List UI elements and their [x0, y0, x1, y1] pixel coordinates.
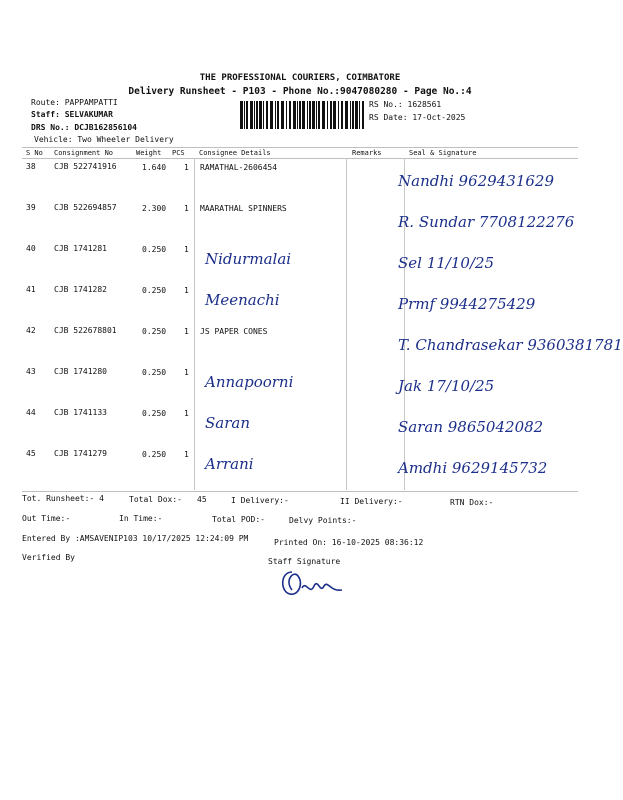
barcode-bar	[350, 101, 351, 129]
row-seal-signature: Jak 17/10/25	[398, 377, 495, 395]
rs-date: RS Date: 17-Oct-2025	[369, 113, 466, 122]
barcode-bar	[270, 101, 273, 129]
barcode-bar	[250, 101, 253, 129]
row-seal-signature: Nandhi 9629431629	[398, 172, 554, 190]
row-pcs: 1	[184, 409, 189, 418]
row-weight: 0.250	[142, 286, 167, 295]
in-time: In Time:-	[119, 514, 163, 523]
row-consignee-handwritten: Annapoorni	[205, 373, 294, 391]
row-weight: 0.250	[142, 245, 167, 254]
staff-label: Staff: SELVAKUMAR	[31, 110, 113, 119]
row-seal-signature: Prmf 9944275429	[398, 295, 536, 313]
row-consignment-no: CJB 1741281	[54, 244, 107, 253]
rtn-dox: RTN Dox:-	[450, 498, 494, 507]
row-pcs: 1	[184, 204, 189, 213]
total-pod: Total POD:-	[212, 515, 265, 524]
total-runsheet: Tot. Runsheet:- 4	[22, 494, 104, 503]
row-seal-signature: R. Sundar 7708122276	[398, 213, 575, 231]
row-pcs: 1	[184, 327, 189, 336]
delvy-points: Delvy Points:-	[289, 516, 357, 525]
barcode-bar	[286, 101, 287, 129]
barcode-bar	[293, 101, 296, 129]
barcode-bar	[338, 101, 339, 129]
col-remarks: Remarks	[352, 149, 382, 157]
barcode-bar	[322, 101, 325, 129]
row-sno: 40	[26, 244, 36, 253]
row-consignment-no: CJB 522678801	[54, 326, 117, 335]
divider-consignee	[194, 158, 195, 490]
i-delivery: I Delivery:-	[231, 496, 289, 505]
staff-signature-label: Staff Signature	[268, 557, 341, 566]
barcode-bar	[316, 101, 317, 129]
barcode-bar	[302, 101, 305, 129]
barcode-bar	[246, 101, 248, 129]
divider-seal	[404, 158, 405, 490]
row-sno: 45	[26, 449, 36, 458]
barcode-bar	[244, 101, 245, 129]
header-rule-bottom	[22, 158, 578, 159]
barcode-bar	[359, 101, 360, 129]
row-sno: 41	[26, 285, 36, 294]
col-seal-signature: Seal & Signature	[409, 149, 477, 157]
row-consignee: RAMATHAL-2606454	[200, 163, 278, 172]
row-pcs: 1	[184, 368, 189, 377]
printed-on: Printed On: 16-10-2025 08:36:12	[274, 538, 424, 547]
row-weight: 2.300	[142, 204, 167, 213]
total-dox-label: Total Dox:-	[129, 495, 182, 504]
row-consignment-no: CJB 1741133	[54, 408, 107, 417]
barcode-bar	[341, 101, 343, 129]
row-consignee-handwritten: Meenachi	[205, 291, 280, 309]
row-consignee-handwritten: Arrani	[205, 455, 254, 473]
row-sno: 44	[26, 408, 36, 417]
col-sno: S No	[26, 149, 43, 157]
row-pcs: 1	[184, 245, 189, 254]
row-consignment-no: CJB 522694857	[54, 203, 117, 212]
barcode-bar	[309, 101, 311, 129]
total-dox-value: 45	[197, 495, 207, 504]
barcode-bar	[297, 101, 298, 129]
row-weight: 0.250	[142, 450, 167, 459]
rs-number: RS No.: 1628561	[369, 100, 442, 109]
row-pcs: 1	[184, 163, 189, 172]
row-pcs: 1	[184, 286, 189, 295]
row-consignee: MAARATHAL SPINNERS	[200, 204, 287, 213]
entered-by: Entered By :AMSAVENIP103 10/17/2025 12:24:09 PM	[22, 534, 249, 543]
row-consignment-no: CJB 1741280	[54, 367, 107, 376]
barcode-bar	[362, 101, 364, 129]
barcode-bar	[318, 101, 320, 129]
barcode-bar	[254, 101, 255, 129]
row-sno: 43	[26, 367, 36, 376]
barcode-bar	[289, 101, 291, 129]
row-weight: 0.250	[142, 368, 167, 377]
barcode-bar	[355, 101, 358, 129]
verified-by: Verified By	[22, 553, 75, 562]
barcode-bar	[256, 101, 258, 129]
row-consignee: JS PAPER CONES	[200, 327, 268, 336]
row-weight: 1.640	[142, 163, 167, 172]
row-weight: 0.250	[142, 327, 167, 336]
ii-delivery: II Delivery:-	[340, 497, 403, 506]
row-seal-signature: T. Chandrasekar 9360381781	[398, 336, 623, 354]
barcode-bar	[299, 101, 301, 129]
barcode-bar	[345, 101, 348, 129]
barcode-bar	[333, 101, 336, 129]
header-rule-top	[22, 147, 578, 148]
barcode-bar	[275, 101, 276, 129]
row-seal-signature: Amdhi 9629145732	[398, 459, 548, 477]
barcode-bar	[352, 101, 354, 129]
barcode-bar	[266, 101, 268, 129]
row-seal-signature: Sel 11/10/25	[398, 254, 495, 272]
company-title: THE PROFESSIONAL COURIERS, COIMBATORE	[199, 73, 401, 83]
row-sno: 42	[26, 326, 36, 335]
route-label: Route: PAPPAMPATTI	[31, 98, 118, 107]
col-pcs: PCS	[172, 149, 185, 157]
col-consignee: Consignee Details	[199, 149, 271, 157]
barcode-bar	[277, 101, 279, 129]
barcode-bar	[281, 101, 284, 129]
row-seal-signature: Saran 9865042082	[398, 418, 544, 436]
row-weight: 0.250	[142, 409, 167, 418]
row-sno: 39	[26, 203, 36, 212]
drs-number: DRS No.: DCJB162856104	[31, 123, 137, 132]
barcode-bar	[330, 101, 332, 129]
row-consignee-handwritten: Saran	[205, 414, 250, 432]
barcode-bar	[259, 101, 262, 129]
col-consignment: Consignment No	[54, 149, 114, 157]
totals-rule	[22, 491, 578, 492]
barcode-bar	[263, 101, 264, 129]
out-time: Out Time:-	[22, 514, 71, 523]
runsheet-subtitle: Delivery Runsheet - P103 - Phone No.:9047080280 - Page No.:4	[128, 86, 472, 97]
barcode-bar	[327, 101, 328, 129]
row-consignee-handwritten: Nidurmalai	[205, 250, 292, 268]
row-sno: 38	[26, 162, 36, 171]
row-consignment-no: CJB 1741282	[54, 285, 107, 294]
staff-signature-mark	[278, 566, 346, 606]
barcode	[240, 101, 366, 129]
barcode-bar	[307, 101, 308, 129]
col-weight: Weight	[136, 149, 162, 157]
barcode-bar	[312, 101, 315, 129]
row-pcs: 1	[184, 450, 189, 459]
barcode-bar	[240, 101, 243, 129]
row-consignment-no: CJB 522741916	[54, 162, 117, 171]
divider-remarks	[346, 158, 347, 490]
row-consignment-no: CJB 1741279	[54, 449, 107, 458]
vehicle-label: Vehicle: Two Wheeler Delivery	[34, 135, 174, 144]
